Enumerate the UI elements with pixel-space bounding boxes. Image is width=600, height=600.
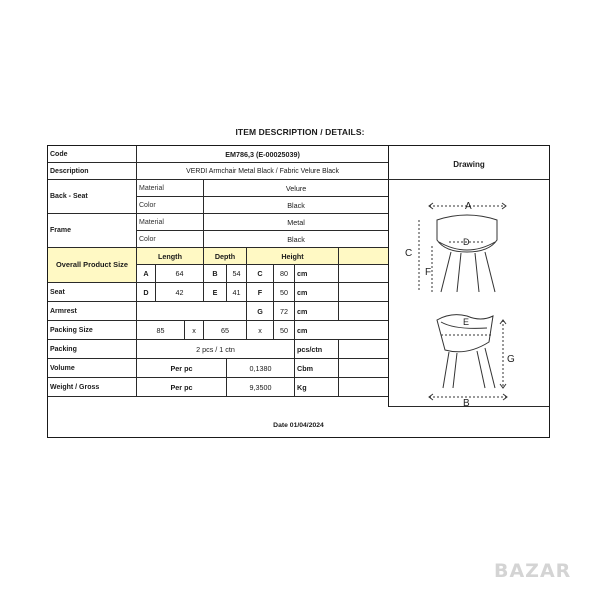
description-value: VERDI Armchair Metal Black / Fabric Velure Black	[137, 163, 389, 180]
document-frame	[47, 145, 550, 438]
dim-d-value: 42	[156, 283, 204, 302]
volume-label: Volume	[48, 359, 137, 378]
code-label: Code	[48, 146, 137, 163]
dim-c-unit: cm	[295, 265, 339, 283]
frame-color-key: Color	[137, 231, 204, 248]
drawing-label-a: A	[465, 201, 472, 212]
frame-material-key: Material	[137, 214, 204, 231]
armrest-label: Armrest	[48, 302, 137, 321]
weight-value: 9,3500	[227, 378, 295, 397]
weight-label: Weight / Gross	[48, 378, 137, 397]
dim-g-letter: G	[247, 302, 274, 321]
packing-size-length: 85	[137, 321, 185, 340]
drawing-label-c: C	[405, 248, 413, 259]
seat-label: Seat	[48, 283, 137, 302]
back-seat-color-value: Black	[204, 197, 389, 214]
packing-value: 2 pcs / 1 ctn	[137, 340, 295, 359]
depth-header: Depth	[204, 248, 247, 265]
back-seat-label: Back - Seat	[48, 180, 137, 214]
document-date: Date 01/04/2024	[273, 422, 324, 429]
dim-a-letter: A	[137, 265, 156, 283]
dim-g-unit: cm	[295, 302, 339, 321]
dim-f-unit: cm	[295, 283, 339, 302]
drawing-label-g: G	[507, 354, 515, 365]
bazar-watermark-logo: BAZAR	[494, 560, 572, 582]
code-value: EM786,3 (E-00025039)	[137, 146, 389, 163]
packing-label: Packing	[48, 340, 137, 359]
dim-b-value: 54	[227, 265, 247, 283]
dim-b-letter: B	[204, 265, 227, 283]
overall-size-label: Overall Product Size	[48, 248, 137, 283]
dim-g-value: 72	[274, 302, 295, 321]
packing-size-x2: x	[247, 321, 274, 340]
frame-material-value: Metal	[204, 214, 389, 231]
drawing-label-d: D	[463, 237, 470, 247]
dim-e-value: 41	[227, 283, 247, 302]
document-title: ITEM DESCRIPTION / DETAILS:	[235, 127, 365, 137]
weight-unit: Kg	[295, 378, 339, 397]
packing-size-x1: x	[185, 321, 204, 340]
dim-c-value: 80	[274, 265, 295, 283]
volume-per: Per pc	[137, 359, 227, 378]
dim-c-letter: C	[247, 265, 274, 283]
volume-unit: Cbm	[295, 359, 339, 378]
dim-e-letter: E	[204, 283, 227, 302]
volume-value: 0,1380	[227, 359, 295, 378]
length-header: Length	[137, 248, 204, 265]
packing-size-label: Packing Size	[48, 321, 137, 340]
packing-unit: pcs/ctn	[295, 340, 339, 359]
dim-a-value: 64	[156, 265, 204, 283]
drawing-label-f: F	[425, 267, 432, 278]
weight-per: Per pc	[137, 378, 227, 397]
drawing-label-e: E	[463, 317, 470, 327]
frame-color-value: Black	[204, 231, 389, 248]
height-header: Height	[247, 248, 339, 265]
back-seat-material-key: Material	[137, 180, 204, 197]
drawing-title: Drawing	[453, 160, 485, 169]
dim-f-letter: F	[247, 283, 274, 302]
description-label: Description	[48, 163, 137, 180]
packing-size-height: 50	[274, 321, 295, 340]
drawing-label-b: B	[463, 398, 470, 406]
frame-label: Frame	[48, 214, 137, 248]
packing-size-width: 65	[204, 321, 247, 340]
back-seat-material-value: Velure	[204, 180, 389, 197]
dim-f-value: 50	[274, 283, 295, 302]
packing-size-unit: cm	[295, 321, 389, 340]
dim-d-letter: D	[137, 283, 156, 302]
back-seat-color-key: Color	[137, 197, 204, 214]
